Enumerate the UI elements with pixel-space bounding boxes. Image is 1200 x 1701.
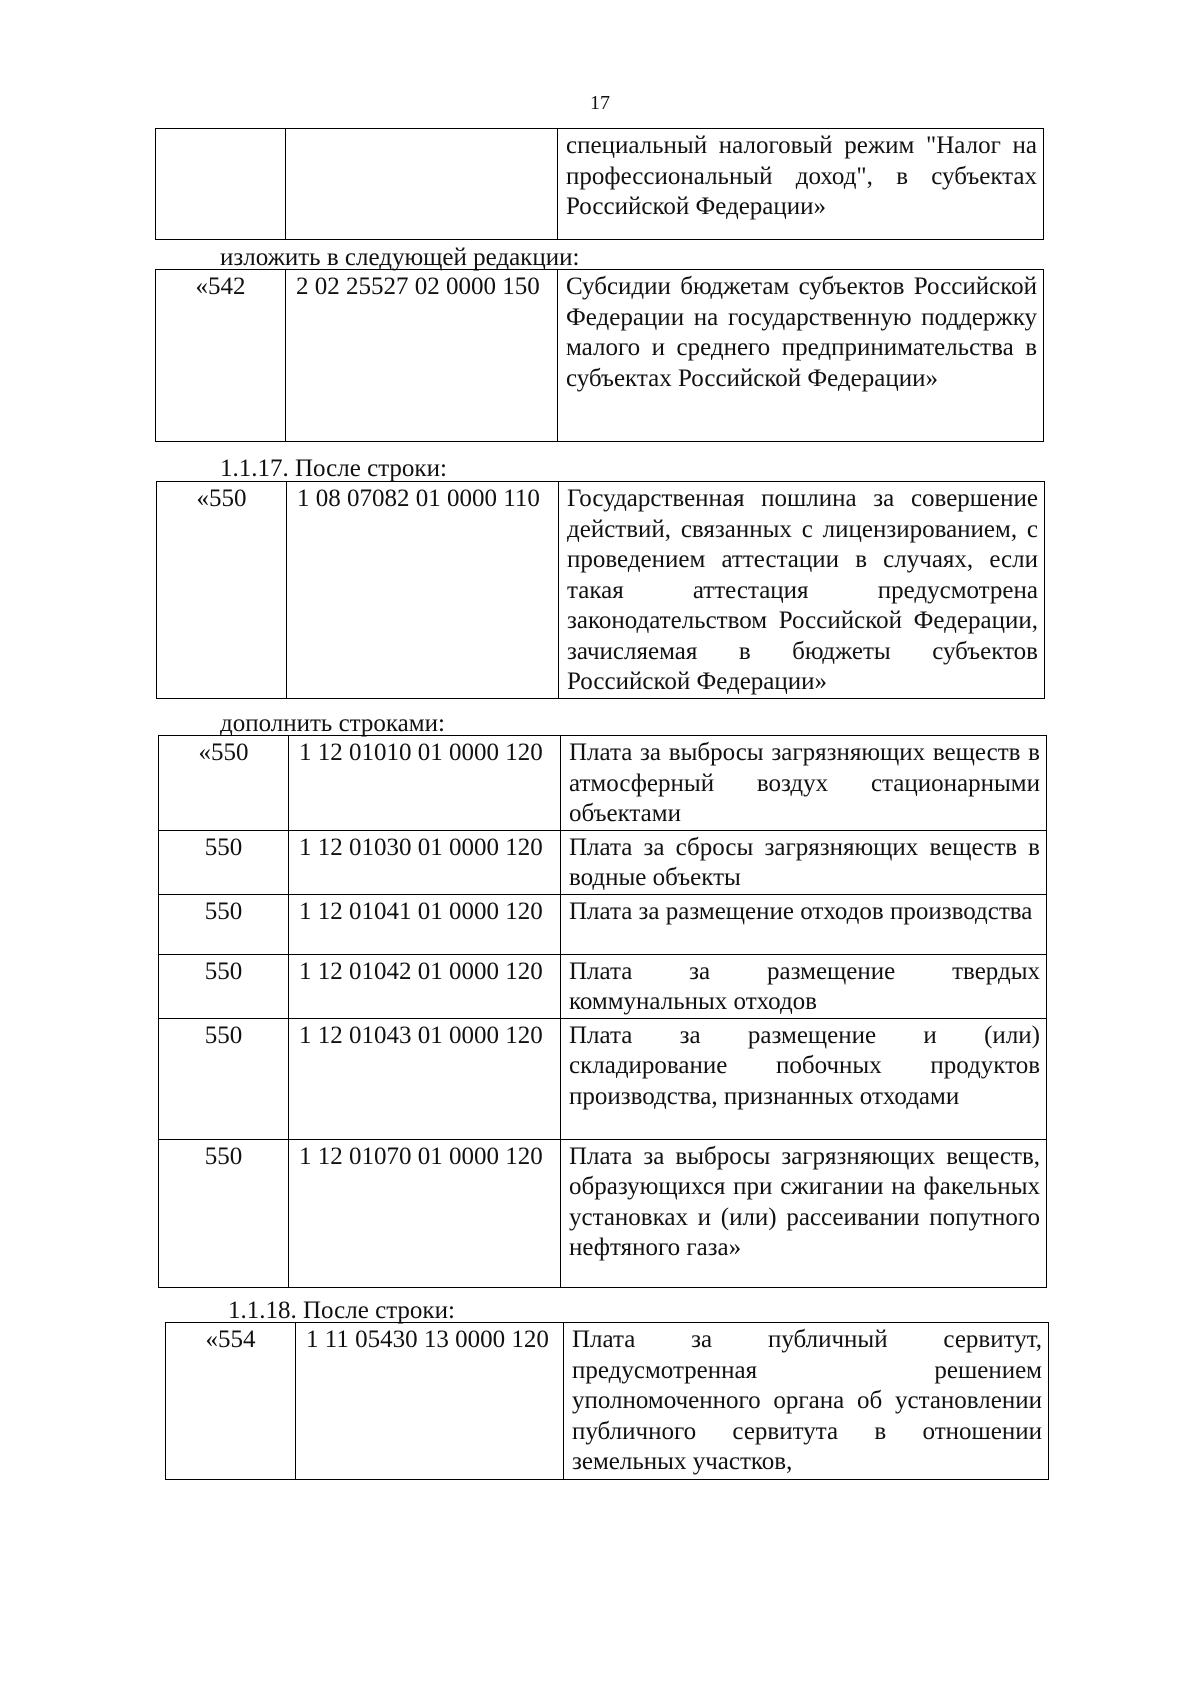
admin-code-cell: 550	[159, 1139, 289, 1287]
budget-code-cell: 1 12 01010 01 0000 120	[289, 736, 561, 831]
description-cell: Плата за размещение и (или) складирование побочных продуктов производства, признанных отходами	[561, 1018, 1047, 1139]
budget-code-cell: 1 12 01070 01 0000 120	[289, 1139, 561, 1287]
description-cell: Плата за размещение отходов производства	[561, 894, 1047, 954]
table-row	[159, 1139, 1047, 1287]
description-cell: Плата за сбросы загрязняющих веществ в водные объекты	[561, 830, 1047, 894]
admin-code-cell: 550	[159, 1018, 289, 1139]
table-row	[156, 129, 1044, 240]
budget-code-cell: 1 11 05430 13 0000 120	[296, 1323, 564, 1480]
table-row	[159, 894, 1047, 954]
budget-code-table-added-rows	[158, 735, 1047, 1288]
description-cell: Субсидии бюджетам субъектов Российской Федерации на государственную поддержку малого и среднего предпринимательства в субъектах Российской Федерации»	[558, 270, 1044, 442]
admin-code-cell: «550	[157, 482, 287, 699]
description-cell: Плата за размещение твердых коммунальных отходов	[561, 954, 1047, 1018]
description-cell: Плата за выбросы загрязняющих веществ, образующихся при сжигании на факельных установках и (или) рассеивании попутного нефтяного газа»	[561, 1139, 1047, 1287]
budget-code-cell: 1 12 01030 01 0000 120	[289, 830, 561, 894]
budget-code-cell: 2 02 25527 02 0000 150	[286, 270, 558, 442]
admin-code-cell: «554	[166, 1323, 296, 1480]
admin-code-cell: 550	[159, 830, 289, 894]
admin-code-cell: «542	[156, 270, 286, 442]
budget-code-cell: 1 12 01043 01 0000 120	[289, 1018, 561, 1139]
budget-code-table-after-row-2	[165, 1322, 1049, 1480]
page-number: 17	[590, 92, 610, 114]
section-caption: 1.1.17. После строки:	[220, 455, 447, 482]
budget-code-table-continuation	[155, 128, 1044, 240]
budget-code-cell: 1 12 01042 01 0000 120	[289, 954, 561, 1018]
admin-code-cell: «550	[159, 736, 289, 831]
section-caption: 1.1.18. После строки:	[228, 1297, 455, 1324]
admin-code-cell: 550	[159, 894, 289, 954]
table-row	[159, 1018, 1047, 1139]
budget-code-cell: 1 08 07082 01 0000 110	[287, 482, 559, 699]
section-caption: изложить в следующей редакции:	[220, 244, 580, 271]
description-cell: Плата за публичный сервитут, предусмотренная решением уполномоченного органа об установлении публичного сервитута в отношении земельных участков,	[564, 1323, 1049, 1480]
admin-code-cell	[156, 129, 286, 240]
budget-code-cell	[286, 129, 558, 240]
table-row	[159, 830, 1047, 894]
admin-code-cell: 550	[159, 954, 289, 1018]
table-row	[157, 482, 1045, 699]
table-row	[159, 736, 1047, 831]
description-cell: Государственная пошлина за совершение действий, связанных с лицензированием, с проведением аттестации в случаях, если такая аттестация предусмотрена законодательством Российской Федерации, зачисляемая в бюджеты субъектов Российской Федерации»	[559, 482, 1045, 699]
description-cell: специальный налоговый режим "Налог на профессиональный доход", в субъектах Российской Федерации»	[558, 129, 1044, 240]
budget-code-cell: 1 12 01041 01 0000 120	[289, 894, 561, 954]
description-cell: Плата за выбросы загрязняющих веществ в атмосферный воздух стационарными объектами	[561, 736, 1047, 831]
section-caption: дополнить строками:	[220, 710, 445, 737]
budget-code-table-new-edition	[155, 269, 1044, 442]
table-row	[156, 270, 1044, 442]
table-row	[166, 1323, 1049, 1480]
table-row	[159, 954, 1047, 1018]
budget-code-table-after-row	[156, 481, 1045, 699]
